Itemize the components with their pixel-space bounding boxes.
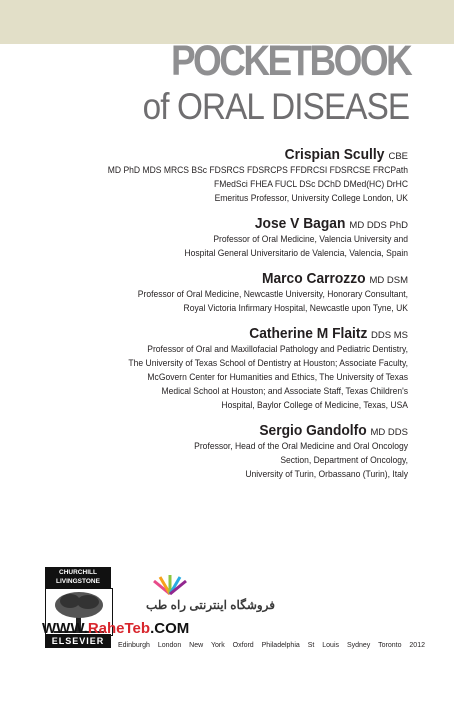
author-affiliation-line: Professor of Oral Medicine, Valencia University and <box>213 234 408 245</box>
author-affiliation-line: The University of Texas School of Dentistry at Houston; Associate Faculty, <box>128 358 409 369</box>
watermark-farsi-text: فروشگاه اینترنتی راه طب <box>146 598 276 612</box>
author-affiliation-line: Professor, Head of the Oral Medicine and Oral Oncology <box>194 441 408 452</box>
author-block <box>48 325 408 413</box>
author-degrees: DDS MS <box>371 330 408 341</box>
watermark-url-suffix: .COM <box>150 620 190 637</box>
author-affiliation-line: University of Turin, Orbassano (Turin), Italy <box>245 469 408 480</box>
author-affiliation-line: FMedSci FHEA FUCL DSc DChD DMed(HC) DrHC <box>214 179 408 190</box>
author-block <box>48 422 408 482</box>
author-block <box>48 270 408 316</box>
author-block <box>48 215 408 261</box>
author-affiliation-line: Royal Victoria Infirmary Hospital, Newcastle upon Tyne, UK <box>183 303 408 314</box>
author-affiliation-line: McGovern Center for Humanities and Ethics, The University of Texas <box>147 372 408 383</box>
author-name: Catherine M Flaitz <box>248 325 368 342</box>
author-degrees: MD DDS <box>370 427 408 438</box>
author-affiliation-line: Hospital General Universitario de Valencia, Valencia, Spain <box>184 248 408 259</box>
author-degrees: MD DDS PhD <box>349 220 408 231</box>
publisher-cities: Edinburgh London New York Oxford Philadelphia St Louis Sydney Toronto 2012 <box>118 642 425 649</box>
author-affiliation-line: Professor of Oral and Maxillofacial Pathology and Pediatric Dentistry, <box>147 344 409 355</box>
watermark-url[interactable] <box>42 620 189 637</box>
publisher-name: ELSEVIER <box>45 634 111 648</box>
author-name: Sergio Gandolfo <box>259 422 367 439</box>
book-subtitle: of ORAL DISEASE <box>142 86 409 127</box>
author-affiliation-line: MD PhD MDS MRCS BSc FDSRCS FDSRCPS FFDRCSI FDSRCSE FRCPath <box>107 165 408 176</box>
author-name: Marco Carrozzo <box>261 270 366 287</box>
author-degrees: MD DSM <box>369 275 408 286</box>
book-title: POCKETBOOK <box>170 37 410 85</box>
author-affiliation-line: Section, Department of Oncology, <box>280 455 408 466</box>
author-affiliation-line: Hospital, Baylor College of Medicine, Texas, USA <box>221 400 408 411</box>
watermark-book-icon <box>150 575 190 595</box>
author-affiliation-line: Emeritus Professor, University College London, UK <box>214 193 408 204</box>
watermark-url-brand: RaheTeb <box>87 620 151 637</box>
author-affiliation-line: Professor of Oral Medicine, Newcastle University, Honorary Consultant, <box>137 289 408 300</box>
author-list <box>48 146 408 491</box>
author-degrees: CBE <box>388 151 408 162</box>
author-affiliation-line: Medical School at Houston; and Associate Staff, Texas Children's <box>161 386 408 397</box>
publisher-imprint-label: CHURCHILL LIVINGSTONE <box>45 567 111 588</box>
author-name: Jose V Bagan <box>254 215 346 232</box>
author-block <box>48 146 408 206</box>
watermark-url-prefix: WWW. <box>42 620 88 637</box>
author-name: Crispian Scully <box>284 146 385 163</box>
publisher-logo <box>42 567 114 651</box>
